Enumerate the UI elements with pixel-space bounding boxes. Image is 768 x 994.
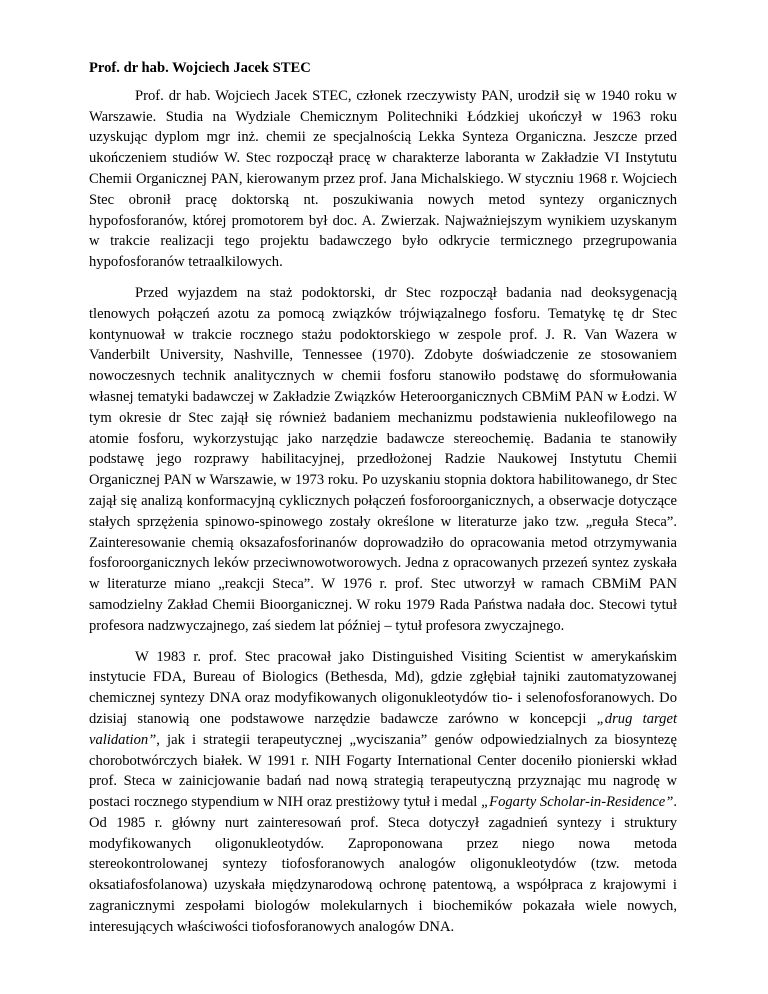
paragraph-3-italic-term-a: „drug target validation” [89, 710, 677, 748]
paragraph-1-text: Prof. dr hab. Wojciech Jacek STEC, członek rzeczywisty PAN, urodził się w 1940 roku w Warszawie. Studia na Wydziale Chemicznym Politechniki Łódzkiej ukończył w 1963 roku uzyskując dyplom mgr inż. chemii ze specjalnością Lekka Synteza Organiczna. Jeszcze przed ukończeniem studiów W. Stec rozpoczął pracę w charakterze laboranta w Zakładzie VI Instytutu Chemii Organicznej PAN, kierowanym przez prof. Jana Michalskiego. W styczniu 1968 r. Wojciech Stec obronił pracę doktorską nt. poszukiwania nowych metod syntezy organicznych hypofosforanów, której promotorem był doc. A. Zwierzak. Najważniejszym wynikiem uzyskanym w trakcie realizacji tego projektu badawczego było odkrycie termicznego przegrupowania hypofosforanów tetraalkilowych. [89, 87, 677, 271]
paragraph-3-italic-term-b: „Fogarty Scholar-in-Residence” [481, 794, 674, 811]
paragraph-3-text-c: . Od 1985 r. główny nurt zainteresowań prof. Steca dotyczył zagadnień syntezy i struktury modyfikowanych oligonukleotydów. Zaproponowana przez niego nowa metoda stereokontrolowanej syntezy tiofosforanowych analogów oligonukleotydów (tzw. metoda oksatiafosfolanowa) uzyskała międzynarodową ochronę patentową, a współpraca z krajowymi i zagranicznymi zespołami biologów molekularnych i biochemików pokazała wiele nowych, interesujących właściwości tiofosforanowych analogów DNA. [89, 794, 678, 935]
paragraph-1 [89, 86, 677, 273]
paragraph-2 [89, 283, 677, 637]
paragraph-3-text-a: W 1983 r. prof. Stec pracował jako Distinguished Visiting Scientist w amerykańskim instytucie FDA, Bureau of Biologics (Bethesda, Md), gdzie zgłębiał tajniki zautomatyzowanej chemicznej syntezy DNA oraz modyfikowanych oligonukleotydów tio- i selenofosforanowych. Do dzisiaj stanowią one podstawowe narzędzie badawcze zarówno w koncepcji [89, 648, 677, 727]
paragraph-3 [89, 647, 677, 938]
paragraph-2-text: Przed wyjazdem na staż podoktorski, dr Stec rozpoczął badania nad deoksygenacją tlenowych połączeń azotu za pomocą związków trójwiązalnego fosforu. Tematykę tę dr Stec kontynuował w trakcie rocznego stażu podoktorskiego w zespole prof. J. R. Van Wazera w Vanderbilt University, Nashville, Tennessee (1970). Zdobyte doświadczenie ze stosowaniem nowoczesnych technik analitycznych w chemii fosforu stanowiło podstawę do sformułowania własnej tematyki badawczej w Zakładzie Związków Heteroorganicznych CBMiM PAN w Łodzi. W tym okresie dr Stec zajął się również badaniem mechanizmu podstawienia nukleofilowego na atomie fosforu, wykorzystując jako narzędzie badawcze stereochemię. Badania te stanowiły podstawę jego rozprawy habilitacyjnej, przedłożonej Radzie Naukowej Instytutu Chemii Organicznej PAN w Warszawie, w 1973 roku. Po uzyskaniu stopnia doktora habilitowanego, dr Stec zajął się analizą konformacyjną cyklicznych połączeń fosforoorganicznych, a obserwacje dotyczące stałych sprzężenia spinowo-spinowego zostały określone w literaturze jako tzw. „reguła Steca”. Zainteresowanie chemią oksazafosforinanów doprowadziło do opracowania metod otrzymywania fosforoorganicznych leków przeciwnowotworowych. Jedna z opracowanych przezeń syntez zyskała w literaturze miano „reakcji Steca”. W 1976 r. prof. Stec utworzył w ramach CBMiM PAN samodzielny Zakład Chemii Bioorganicznej. W roku 1979 Rada Państwa nadała doc. Stecowi tytuł profesora nadzwyczajnego, zaś siedem lat później – tytuł profesora zwyczajnego. [89, 284, 677, 634]
document-page [89, 58, 677, 938]
document-title: Prof. dr hab. Wojciech Jacek STEC [89, 60, 311, 76]
paragraph-3-text-b: , jak i strategii terapeutycznej „wyciszania” genów odpowiedzialnych za biosyntezę chorobotwórczych białek. W 1991 r. NIH Fogarty International Center doceniło pionierski wkład prof. Steca w zainicjowanie badań nad nową strategią terapeutyczną przyznając mu nagrodę w postaci rocznego stypendium w NIH oraz prestiżowy tytuł i medal [89, 731, 677, 811]
